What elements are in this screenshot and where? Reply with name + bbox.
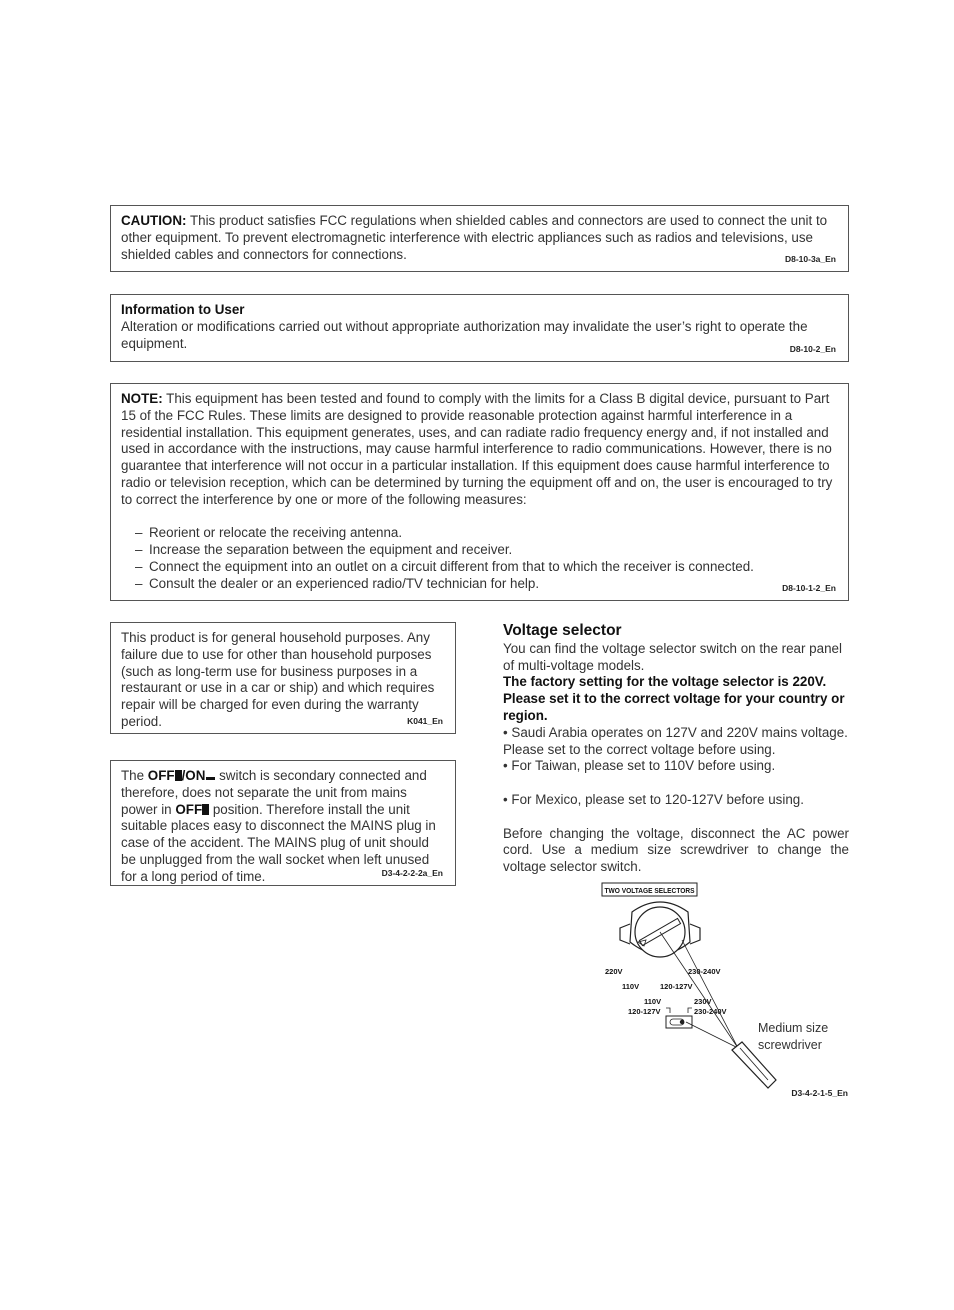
dial-label-230-240v: 230-240V: [688, 967, 721, 976]
diagram-header: TWO VOLTAGE SELECTORS: [604, 886, 695, 895]
caution-text: This product satisfies FCC regulations when shielded cables and connectors are used to connect the unit to other equipment. To prevent electromagnetic interference with electric appliances such as radios and televisions, use shielded cables and connectors for connections.: [121, 213, 828, 262]
switch-label-230-240v: 230-240V: [694, 1007, 727, 1016]
household-code: K041_En: [407, 716, 443, 726]
voltage-mexico: • For Mexico, please set to 120-127V before using.: [503, 791, 804, 807]
screwdriver-label-1: Medium size: [758, 1021, 829, 1035]
switch-code: D3-4-2-2-2a_En: [381, 868, 443, 878]
note-code: D8-10-1-2_En: [782, 583, 836, 593]
off-symbol: [175, 770, 182, 781]
switch-text-pre: The: [121, 768, 148, 783]
info-text: Alteration or modifications carried out without appropriate authorization may invalidate the user’s right to operate the equipment.: [121, 318, 808, 351]
switch-box: [110, 760, 456, 886]
off-label: OFF: [175, 802, 209, 817]
voltage-saudi: • Saudi Arabia operates on 127V and 220V mains voltage. Please set to the correct voltage before using.: [503, 724, 848, 757]
household-box: [110, 622, 456, 734]
switch-label-230v: 230V: [694, 997, 712, 1006]
dial-label-220v: 220V: [605, 967, 623, 976]
voltage-selector-diagram: [590, 880, 850, 1090]
dial-label-110v: 110V: [622, 982, 640, 991]
info-code: D8-10-2_En: [789, 344, 836, 354]
switch-label-110v: 110V: [644, 997, 662, 1006]
caution-code: D8-10-3a_En: [784, 254, 836, 264]
voltage-taiwan: • For Taiwan, please set to 110V before using.: [503, 758, 776, 774]
voltage-bold: The factory setting for the voltage selector is 220V. Please set it to the correct voltage for your country or region.: [503, 674, 845, 723]
measure-item: – Reorient or relocate the receiving antenna.: [121, 525, 838, 542]
caution-box: [110, 205, 849, 272]
switch-text-post: position. Therefore install the unit suitable places easy to disconnect the MAINS plug in case of the accident. The MAINS plug of unit should be unplugged from the wall socket when left unused for a long period of time.: [121, 801, 436, 884]
switch-text-mid: switch is secondary connected and therefore, does not separate the unit from mains power in: [121, 768, 427, 817]
voltage-title: Voltage selector: [503, 622, 622, 639]
dial-label-120-127v: 120-127V: [660, 982, 693, 991]
off-on-label: OFF /ON: [148, 768, 216, 783]
voltage-before: Before changing the voltage, disconnect the AC power cord. Use a medium size screwdriver to change the voltage selector switch.: [503, 825, 849, 875]
measure-item: – Connect the equipment into an outlet on a circuit different from that to which the receiver is connected.: [121, 559, 838, 576]
voltage-intro: You can find the voltage selector switch on the rear panel of multi-voltage models.: [503, 640, 842, 673]
info-box: [110, 294, 849, 362]
measures-list: [121, 525, 838, 592]
measure-item: – Increase the separation between the equipment and receiver.: [121, 542, 838, 559]
note-box: [110, 383, 849, 601]
caution-label: CAUTION:: [121, 213, 187, 228]
note-text: This equipment has been tested and found to comply with the limits for a Class B digital device, pursuant to Part 15 of the FCC Rules. These limits are designed to provide reasonable protection against harmful interference in a residential installation. This equipment generates, uses, and can radiate radio frequency energy and, if not installed and used in accordance with the instructions, may cause harmful interference to radio communications. However, there is no guarantee that interference will not occur in a particular installation. If this equipment does cause harmful interference to radio or television reception, which can be determined by turning the equipment off and on, the user is encouraged to try to correct the interference by one or more of the following measures:: [121, 391, 833, 507]
info-title: Information to User: [121, 302, 245, 317]
voltage-section: [503, 623, 849, 876]
switch-label-120-127v: 120-127V: [628, 1007, 661, 1016]
measure-item: – Consult the dealer or an experienced radio/TV technician for help.: [121, 576, 838, 593]
note-label: NOTE:: [121, 391, 163, 406]
household-text: This product is for general household purposes. Any failure due to use for other than household purposes (such as long-term use for business purposes in a restaurant or use in a car or ship) and which requires repair will be charged for even during the warranty period.: [121, 630, 435, 729]
screwdriver-label-2: screwdriver: [758, 1038, 822, 1052]
voltage-code: D3-4-2-1-5_En: [791, 1088, 848, 1098]
